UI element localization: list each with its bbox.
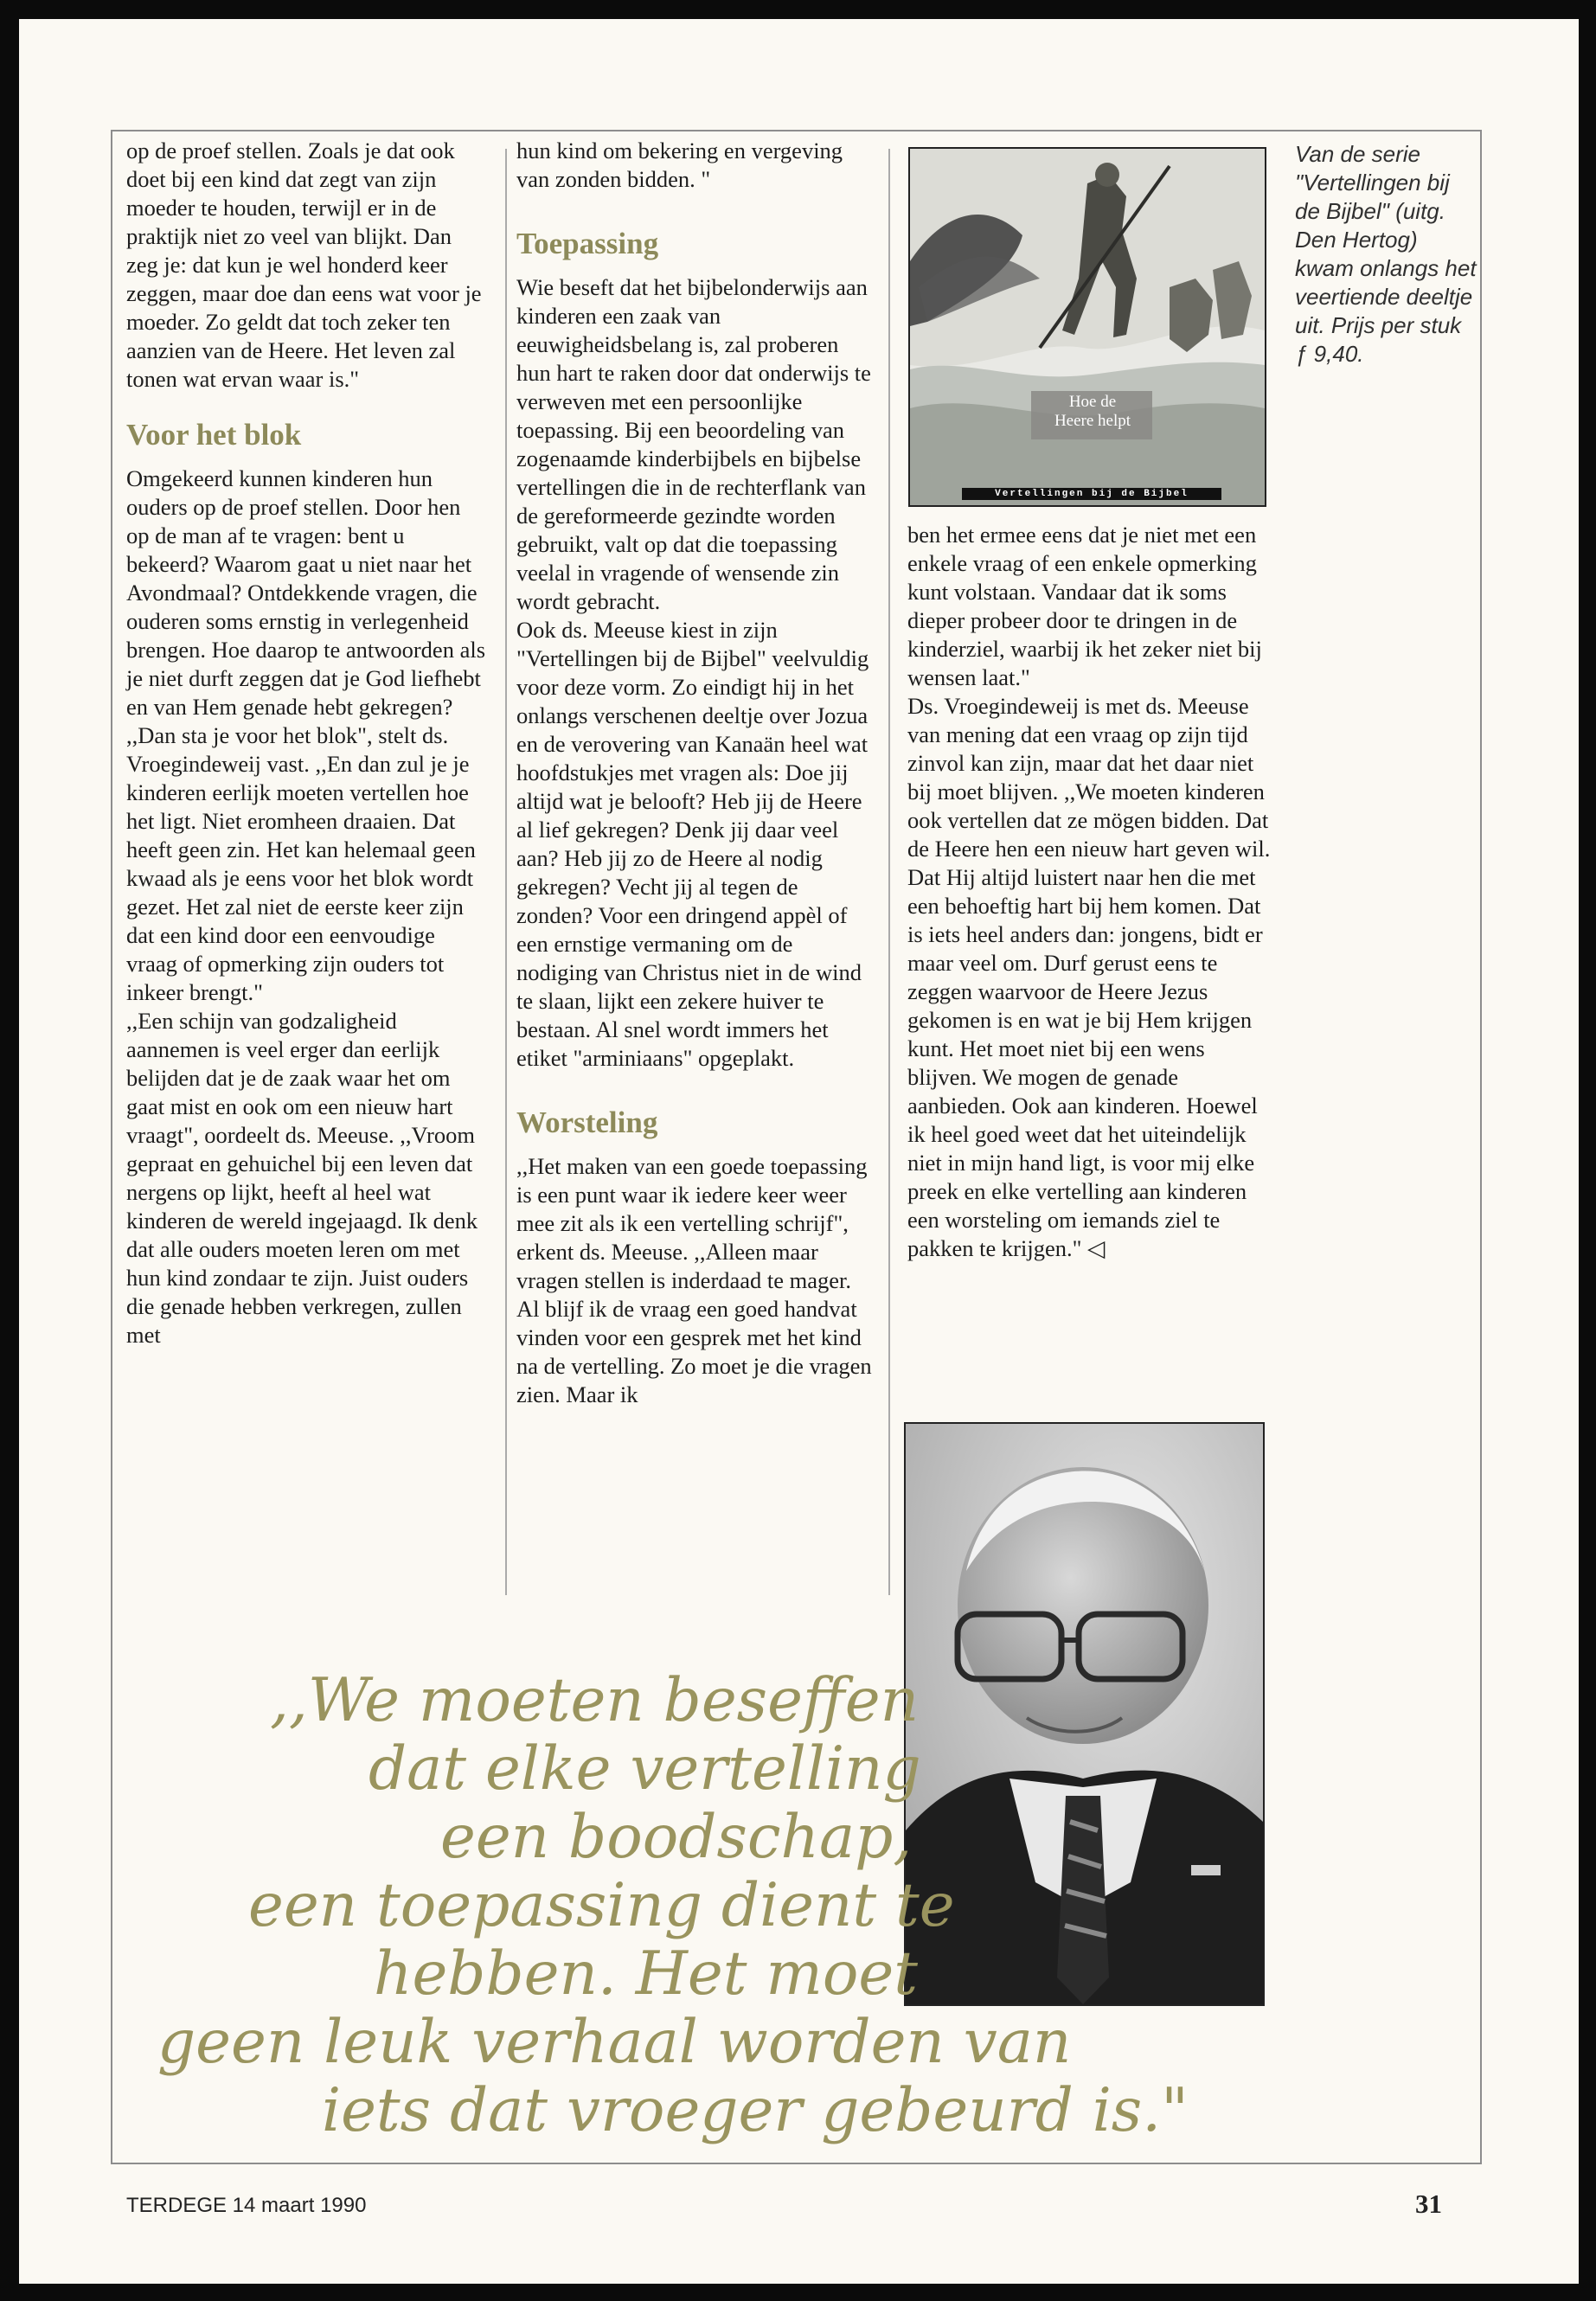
section-heading-toepassing: Toepassing: [516, 227, 659, 260]
pull-quote-line: dat elke vertelling: [369, 1734, 921, 1804]
book-title: [1036, 393, 1149, 431]
paragraph: hun kind om bekering en vergeving van zonden bidden. ": [516, 138, 843, 192]
paragraph: op de proef stellen. Zoals je dat ook doet bij een kind dat zegt van zijn moeder te houden, terwijl er in de praktijk niet zo veel van blijkt. Dan zeg je: dat kun je wel honderd keer zeggen, maar doe dan eens wat voor je moeder. Zo geldt dat toch zeker ten aanzien van de Heere. Het leven zal tonen wat ervan waar is.": [126, 138, 482, 392]
book-cover-image: [908, 147, 1266, 507]
book-title-line-1: Hoe de: [1068, 393, 1117, 411]
paragraph: ,,Dan sta je voor het blok", stelt ds. Vroegindeweij vast. ,,En dan zul je je kinderen eerlijk moeten vertellen hoe het ligt. Niet eromheen draaien. Dat heeft geen zin. Het kan helemaal geen kwaad als je eens voor het blok wordt gezet. Het zal niet de eerste keer zijn dat een kind door een eenvoudige vraag of opmerking zijn ouders tot inkeer brengt.": [126, 722, 476, 1005]
paragraph: Wie beseft dat het bijbelonderwijs aan kinderen een zaak van eeuwigheidsbelang is, zal proberen hun hart te raken door dat onderwijs te verweven met een persoonlijke toepassing. Bij een beoordeling van zogenaamde kinderbijbels en bijbelse vertellingen die in de rechterflank van de gereformeerde gezindte worden gebruikt, valt op dat die toepassing veelal in vragende of wensende zin wordt gebracht.: [516, 274, 871, 614]
column-rule: [888, 149, 890, 1595]
article-column-3: [907, 521, 1271, 1263]
pull-quote-line: een toepassing dient te: [248, 1871, 955, 1940]
paragraph: ,,Een schijn van godzaligheid aannemen is veel erger dan eerlijk belijden dat je de zaak waar het om gaat mist en ook om een nieuw hart vraagt", oordeelt ds. Meeuse. ,,Vroom gepraat en gehuichel bij een leven dat nergens op lijkt, heeft al heel wat kinderen de wereld ingejaagd. Ik denk dat alle ouders moeten leren om met hun kind zondaar te zijn. Juist ouders die genade hebben verkregen, zullen met: [126, 1008, 478, 1348]
paragraph: Omgekeerd kunnen kinderen hun ouders op de proef stellen. Door hen op de man af te vragen: bent u bekeerd? Waarom gaat u niet naar het Avondmaal? Ontdekkende vragen, die ouderen soms ernstig in verlegenheid brengen. Hoe daarop te antwoorden als je niet durft zeggen dat je God liefhebt en van Hem genade hebt gekregen?: [126, 465, 486, 720]
paragraph: ,,Het maken van een goede toepassing is een punt waar ik iedere keer weer mee zit als ik een vertelling schrijf", erkent ds. Meeuse. ,,Alleen maar vragen stellen is inderdaad te mager. Al blijf ik de vraag een goed handvat vinden voor een gesprek met het kind na de vertelling. Zo moet je die vragen zien. Maar ik: [516, 1153, 872, 1407]
pull-quote-line: geen leuk verhaal worden van: [157, 2008, 1072, 2077]
page-number: 31: [1415, 2189, 1442, 2219]
pull-quote-line: ,,We moeten beseffen: [270, 1666, 920, 1735]
publication-footer: TERDEGE 14 maart 1990: [126, 2194, 367, 2217]
book-series-band: Vertellingen bij de Bijbel: [962, 488, 1221, 500]
column-rule: [505, 149, 507, 1595]
book-cover-illustration: [910, 149, 1265, 505]
pull-quote-line: iets dat vroeger gebeurd is.": [322, 2076, 1189, 2145]
article-column-2: [516, 137, 875, 1409]
pull-quote-line: hebben. Het moet: [374, 1939, 918, 2009]
pull-quote: [140, 1666, 1189, 2145]
paragraph: Ds. Vroegindeweij is met ds. Meeuse van mening dat een vraag op zijn tijd zinvol kan zijn, maar dat het daar niet bij moet blijven. ,,We moeten kinderen ook vertellen dat ze mögen bidden. Dat de Heere hen een nieuw hart geven wil. Dat Hij altijd luistert naar hen die met een behoeftig hart bij hem komen. Dat is iets heel anders dan: jongens, bidt er maar veel om. Durf gerust eens te zeggen waarvoor de Heere Jezus gekomen is en wat je bij Hem krijgen kunt. Het moet niet bij een wens blijven. We mogen de genade aanbieden. Ook aan kinderen. Hoewel ik heel goed weet dat het uiteindelijk niet in mijn hand ligt, is voor mij elke preek en elke vertelling aan kinderen een worsteling om iemands ziel te pakken te krijgen." ◁: [907, 693, 1271, 1261]
article-column-1: [126, 137, 488, 1349]
section-heading-voor-het-blok: Voor het blok: [126, 418, 302, 452]
paragraph: Ook ds. Meeuse kiest in zijn "Vertellingen bij de Bijbel" veelvuldig voor deze vorm. Zo eindigt hij in het onlangs verschenen deeltje over Jozua en de verovering van Kanaän heel wat hoofdstukjes met vragen als: Doe jij altijd wat je belooft? Heb jij de Heere al lief gekregen? Denk jij daar veel aan? Heb jij zo de Heere al nodig gekregen? Vecht jij al tegen de zonden? Voor een dringend appèl of een ernstige vermaning om de nodiging van Christus niet in de wind te slaan, lijkt een zekere huiver te bestaan. Al snel wordt immers het etiket "arminiaans" opgeplakt.: [516, 617, 869, 1071]
section-heading-worsteling: Worsteling: [516, 1106, 658, 1139]
paragraph: ben het ermee eens dat je niet met een enkele vraag of een enkele opmerking kunt volstaan. Vandaar dat ik soms dieper probeer door te dringen in de kinderziel, waarbij ik het zeker niet bij wensen laat.": [907, 522, 1262, 690]
magazine-page: [19, 19, 1579, 2284]
pull-quote-line: een boodschap,: [440, 1803, 913, 1872]
image-caption: Van de serie "Vertellingen bij de Bijbel" (uitg. Den Hertog) kwam onlangs het veertiende deeltje uit. Prijs per stuk ƒ 9,40.: [1295, 141, 1477, 367]
book-title-line-2: Heere helpt: [1054, 412, 1131, 430]
